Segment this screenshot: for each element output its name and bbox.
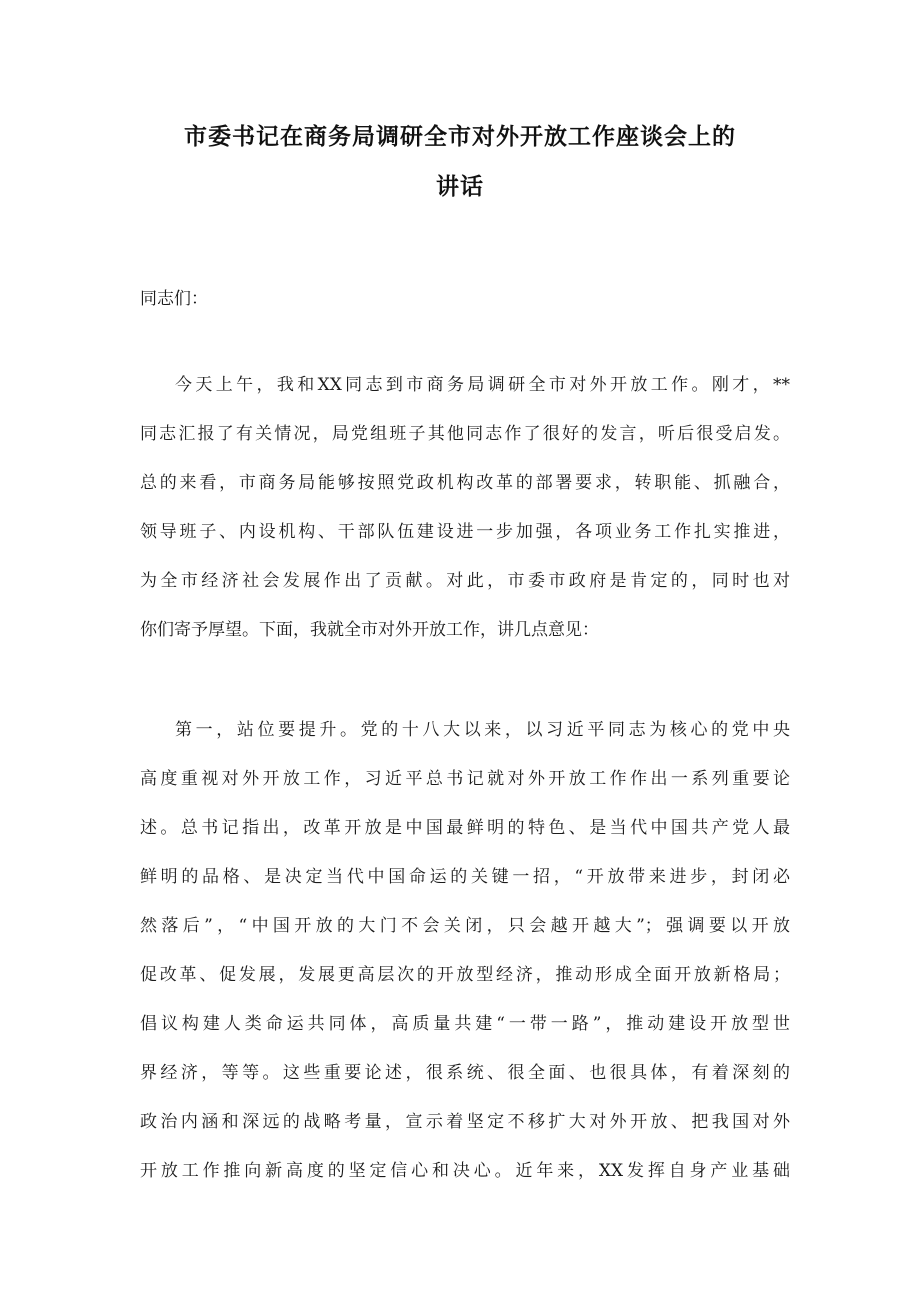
- paragraph-line: 为全市经济社会发展作出了贡献。对此，市委市政府是肯定的，同时也对: [140, 571, 790, 591]
- paragraph-line: 高度重视对外开放工作，习近平总书记就对外开放工作作出一系列重要论: [140, 769, 790, 789]
- salutation: 同志们：: [140, 289, 208, 309]
- document-title-line-1: 市委书记在商务局调研全市对外开放工作座谈会上的: [184, 124, 736, 150]
- paragraph-line: 然落后”，“中国开放的大门不会关闭，只会越开越大”；强调要以开放: [140, 916, 790, 936]
- paragraph-line: 你们寄予厚望。下面，我就全市对外开放工作，讲几点意见：: [140, 620, 599, 640]
- paragraph-line: 倡议构建人类命运共同体，高质量共建“一带一路”，推动建设开放型世: [140, 1014, 790, 1034]
- paragraph-line: 开放工作推向新高度的坚定信心和决心。近年来，XX发挥自身产业基础: [140, 1161, 790, 1181]
- paragraph-line: 今天上午，我和XX同志到市商务局调研全市对外开放工作。刚才，**: [175, 375, 790, 395]
- paragraph-line: 促改革、促发展，发展更高层次的开放型经济，推动形成全面开放新格局；: [140, 965, 790, 985]
- paragraph-line: 领导班子、内设机构、干部队伍建设进一步加强，各项业务工作扎实推进，: [140, 522, 790, 542]
- paragraph-1: [140, 361, 790, 655]
- paragraph-line: 同志汇报了有关情况，局党组班子其他同志作了很好的发言，听后很受启发。: [140, 424, 790, 444]
- document-title-line-2: 讲话: [436, 174, 484, 200]
- paragraph-line: 总的来看，市商务局能够按照党政机构改革的部署要求，转职能、抓融合，: [140, 473, 790, 493]
- paragraph-line: 界经济，等等。这些重要论述，很系统、很全面、也很具体，有着深刻的: [140, 1063, 790, 1083]
- paragraph-line: 政治内涵和深远的战略考量，宣示着坚定不移扩大对外开放、把我国对外: [140, 1112, 790, 1132]
- paragraph-line: 鲜明的品格、是决定当代中国命运的关键一招，“开放带来进步，封闭必: [140, 867, 790, 887]
- paragraph-2: [140, 706, 790, 1196]
- paragraph-line: 述。总书记指出，改革开放是中国最鲜明的特色、是当代中国共产党人最: [140, 818, 790, 838]
- paragraph-line: 第一，站位要提升。党的十八大以来，以习近平同志为核心的党中央: [175, 720, 790, 740]
